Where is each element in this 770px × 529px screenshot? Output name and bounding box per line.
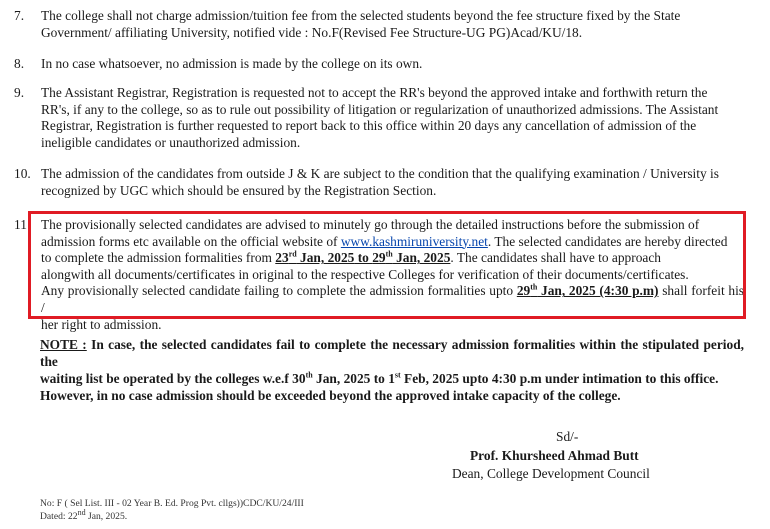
- clause-text-line: The provisionally selected candidates are advised to minutely go through the detailed instructions before the submission of: [41, 217, 700, 232]
- clause-text-line: alongwith all documents/certificates in original to the respective Colleges for verification of their documents/certificates.: [41, 266, 689, 282]
- signatory-name: Prof. Khursheed Ahmad Butt: [470, 448, 639, 463]
- clause-text-line: ineligible candidates or unauthorized admission.: [41, 134, 301, 150]
- clause-9: [14, 85, 744, 151]
- dated-line: Dated: 22nd Jan, 2025.: [40, 507, 128, 522]
- clause-text-line: The admission of the candidates from outside J & K are subject to the condition that the qualifying examination / University is: [41, 166, 719, 181]
- clause-text-line: Government/ affiliating University, notified vide : No.F(Revised Fee Structure-UG PG)Acad/KU/18.: [41, 24, 583, 40]
- clause-text-line: her right to admission.: [41, 316, 162, 332]
- clause-number: 11: [14, 217, 27, 232]
- deadline-date: 29th Jan, 2025 (4:30 p.m): [516, 282, 659, 299]
- website-link[interactable]: www.kashmiruniversity.net: [340, 233, 488, 249]
- clause-text-line: Any provisionally selected candidate failing to complete the admission formalities upto 29th Jan, 2025 (4:30 p.m) shall forfeit his /: [41, 282, 744, 315]
- clause-text-line: to complete the admission formalities from 23rd Jan, 2025 to 29th Jan, 2025. The candidates shall have to approach: [41, 249, 661, 266]
- clause-number: 7.: [14, 8, 25, 23]
- clause-number: 8.: [14, 56, 25, 71]
- clause-text-line: admission forms etc available on the official website of www.kashmiruniversity.net. The selected candidates are hereby directed: [41, 233, 728, 249]
- highlight-box: [28, 211, 746, 319]
- note-block: NOTE : In case, the selected candidates fail to complete the necessary admission formalities within the stipulated period, the waiting list be operated by the colleges w.e.f 30th Jan, 2025 to 1st Feb, 2025 upto 4:30 p.m under intimation to this office. However, in no case admission should be exceeded beyond the approved intake capacity of the college.: [40, 337, 744, 403]
- clause-text-line: In no case whatsoever, no admission is made by the college on its own.: [41, 56, 423, 71]
- clause-10: [14, 166, 744, 199]
- clause-text-line: RR's, if any to the college, so as to rule out possibility of litigation or regularization of unauthorized admissions. The Assistant: [41, 101, 719, 117]
- clause-text-line: Registrar, Registration is further requested to report back to this office within 20 days any cancellation of admission of the: [41, 118, 697, 134]
- note-label: NOTE :: [40, 337, 87, 352]
- clause-number: 10.: [14, 166, 31, 181]
- end-date: 29th Jan, 2025: [372, 249, 451, 266]
- clause-7: [14, 8, 744, 41]
- clause-text-line: The Assistant Registrar, Registration is requested not to accept the RR's beyond the approved intake and forthwith return the: [41, 85, 708, 100]
- sd-mark: Sd/-: [556, 429, 579, 444]
- clause-text-line: recognized by UGC which should be ensured by the Registration Section.: [41, 182, 437, 198]
- signatory-designation: Dean, College Development Council: [452, 466, 650, 481]
- start-date: 23rd Jan, 2025: [275, 249, 355, 266]
- clause-number: 9.: [14, 85, 25, 100]
- clause-text-line: The college shall not charge admission/tuition fee from the selected students beyond the fee structure fixed by the State: [41, 8, 681, 23]
- clause-8: [14, 56, 744, 73]
- reference-number: No: F ( Sel List. III - 02 Year B. Ed. Prog Pvt. cllgs))CDC/KU/24/III: [40, 498, 304, 509]
